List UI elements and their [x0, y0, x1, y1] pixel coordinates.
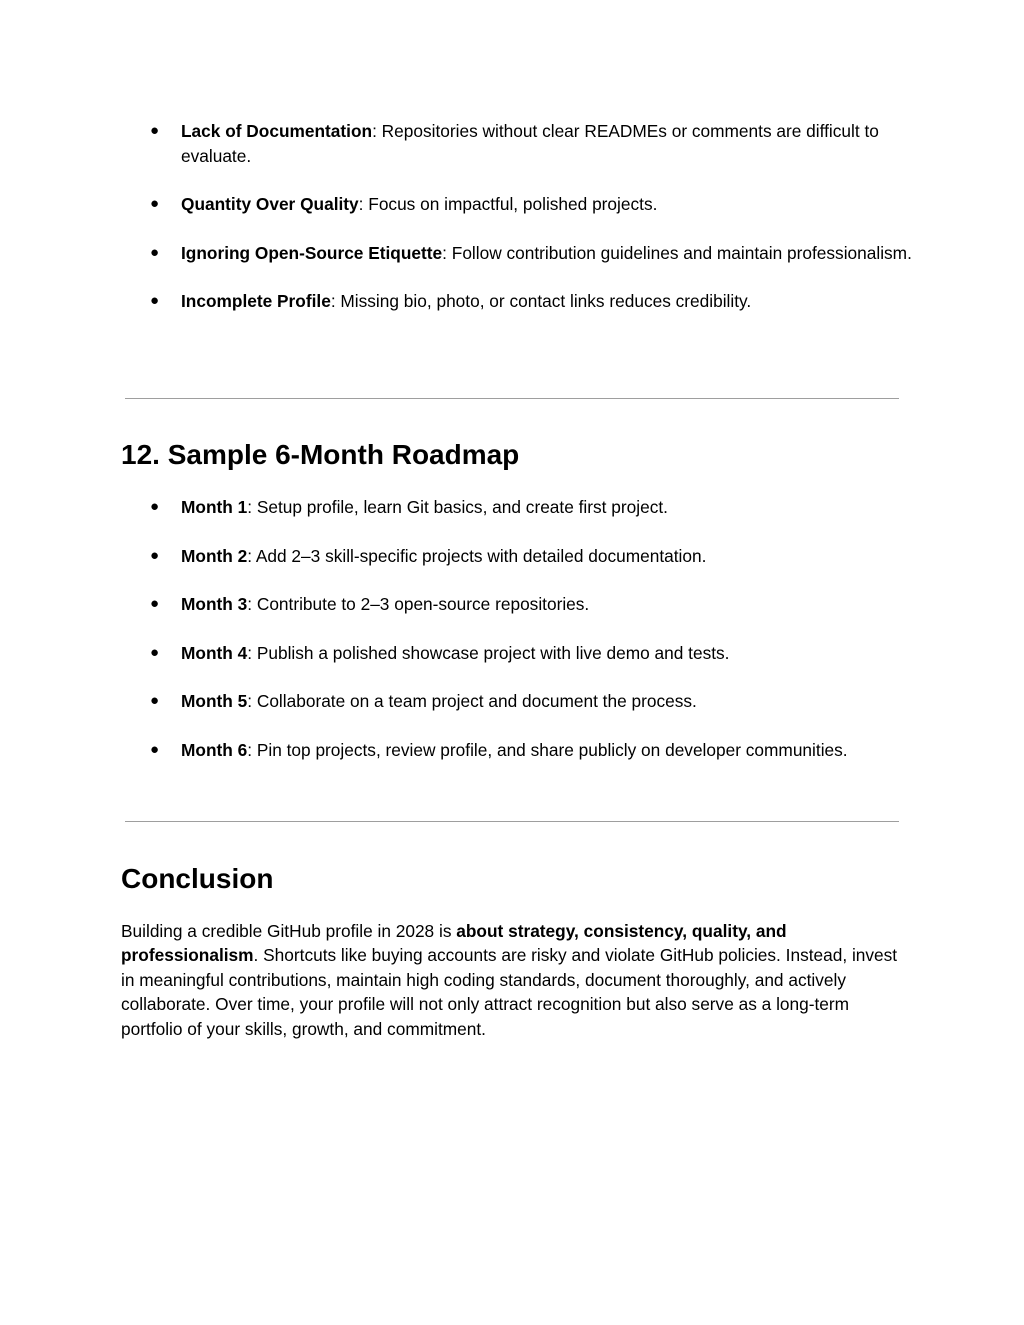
month-term: Month 3 [181, 594, 248, 614]
month-desc: : Contribute to 2–3 open-source repositories. [247, 594, 590, 614]
list-item [0, 592, 1024, 617]
conclusion-rest: . Shortcuts like buying accounts are risky and violate GitHub policies. Instead, invest in meaningful contributions, maintain high coding standards, document thoroughly, and actively collaborate. Over time, your profile will not only attract recognition but also serve as a long-term portfolio of your skills, growth, and commitment. [121, 945, 898, 1039]
month-term: Month 6 [181, 739, 248, 760]
list-item [0, 241, 1024, 266]
month-term: Month 1 [181, 497, 248, 517]
list-item [0, 738, 1024, 763]
bullet-icon: ● [150, 292, 160, 309]
pitfall-desc: : Repositories without clear READMEs or comments are difficult to evaluate. [181, 121, 879, 166]
bullet-icon: ● [150, 740, 160, 758]
conclusion-emphasis: about strategy, consistency, quality, and professionalism [121, 921, 787, 966]
list-item [0, 544, 1024, 569]
month-desc: : Pin top projects, review profile, and share publicly on developer communities. [247, 739, 848, 760]
bullet-icon: ● [150, 122, 160, 139]
section-divider [125, 821, 899, 822]
bullet-icon: ● [150, 595, 160, 612]
list-item [0, 289, 1024, 314]
month-desc: : Setup profile, learn Git basics, and create first project. [247, 497, 668, 517]
conclusion-paragraph [121, 919, 911, 1041]
bullet-icon: ● [150, 498, 160, 515]
month-term: Month 5 [181, 691, 248, 711]
pitfall-desc: : Missing bio, photo, or contact links reduces credibility. [330, 291, 752, 311]
roadmap-heading: 12. Sample 6-Month Roadmap [121, 439, 520, 470]
list-item [0, 192, 1024, 217]
month-term: Month 4 [181, 642, 248, 663]
pitfall-desc: : Follow contribution guidelines and maintain professionalism. [442, 242, 912, 263]
bullet-icon: ● [150, 643, 160, 661]
list-item [0, 641, 1024, 666]
pitfall-desc: : Focus on impactful, polished projects. [358, 194, 658, 214]
month-term: Month 2 [181, 545, 248, 566]
bullet-icon: ● [150, 546, 160, 564]
bullet-icon: ● [150, 243, 160, 261]
conclusion-heading: Conclusion [121, 863, 274, 894]
roadmap-list [0, 495, 1024, 786]
month-desc: : Add 2–3 skill-specific projects with detailed documentation. [247, 545, 707, 566]
pitfalls-list [0, 119, 1024, 338]
conclusion-intro: Building a credible GitHub profile in 2028 is [121, 921, 457, 941]
bullet-icon: ● [150, 692, 160, 709]
month-desc: : Publish a polished showcase project with live demo and tests. [247, 642, 730, 663]
month-desc: : Collaborate on a team project and document the process. [247, 691, 697, 711]
list-item [0, 119, 1024, 168]
pitfall-term: Lack of Documentation [181, 121, 373, 141]
bullet-icon: ● [150, 195, 160, 212]
pitfall-term: Incomplete Profile [181, 291, 331, 311]
pitfall-term: Ignoring Open-Source Etiquette [181, 242, 443, 263]
list-item [0, 495, 1024, 520]
pitfall-term: Quantity Over Quality [181, 194, 359, 214]
list-item [0, 689, 1024, 714]
section-divider [125, 398, 899, 399]
